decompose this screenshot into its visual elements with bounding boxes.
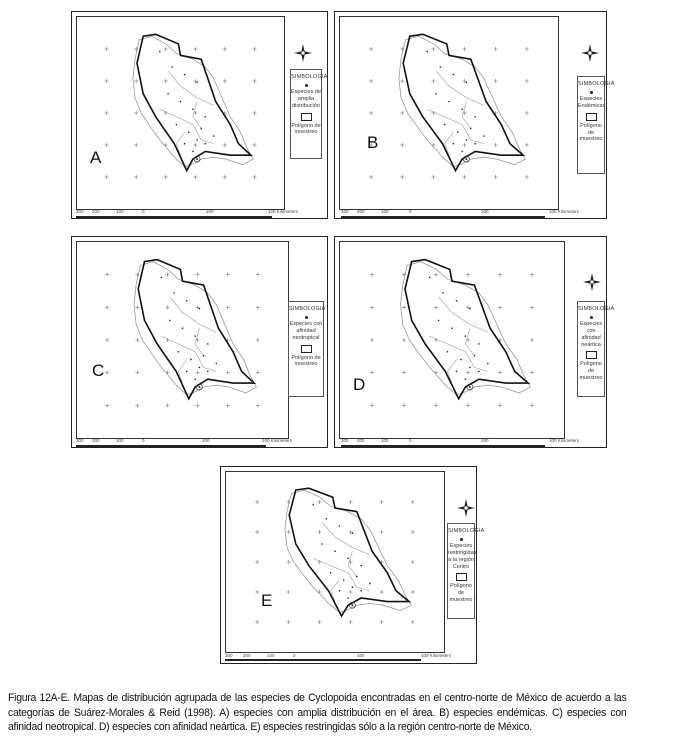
axis-label-2: 100	[381, 209, 389, 214]
polygon-symbol-icon	[456, 573, 467, 581]
map-panel-d	[334, 236, 615, 448]
map-area	[76, 16, 285, 210]
map-area	[76, 241, 289, 439]
axis-label-right: 100 Kilometers	[268, 209, 299, 214]
map-panel-a	[71, 11, 328, 219]
legend-box	[288, 301, 324, 397]
polygon-symbol-icon	[586, 351, 597, 359]
species-point-icon	[460, 538, 463, 541]
axis-label-3: 0	[293, 653, 296, 658]
axis-label-2: 100	[116, 438, 124, 443]
axis-label-left: 300	[341, 438, 349, 443]
axis-label-3: 0	[409, 209, 412, 214]
legend-polygon-label: Polígono de muestreo	[449, 583, 473, 604]
map-graphic	[77, 17, 284, 209]
axis-label-3: 0	[409, 438, 412, 443]
species-point-icon	[590, 316, 593, 319]
axis-label-2: 100	[267, 653, 275, 658]
panel-letter: C	[92, 361, 105, 380]
axis-label-right: 100 Kilometers	[262, 438, 293, 443]
scale-bar	[76, 445, 266, 447]
axis-label-1: 200	[357, 438, 365, 443]
map-panel-b	[334, 11, 615, 219]
polygon-symbol-icon	[301, 113, 312, 121]
legend-polygon-label: Polígono de muestreo	[291, 122, 321, 136]
panel-letter: E	[261, 591, 273, 610]
legend-title: SIMBOLOGIA	[578, 306, 615, 312]
legend-box	[290, 69, 328, 159]
map-graphic	[340, 242, 564, 438]
axis-label-right: 100 Kilometers	[549, 209, 580, 214]
axis-label-left: 300	[225, 653, 233, 658]
legend-polygon-label: Polígono de muestreo	[579, 122, 603, 143]
axis-label-left: 300	[76, 209, 84, 214]
scale-bar	[341, 216, 545, 218]
map-graphic	[340, 17, 558, 209]
scale-bar	[76, 216, 272, 218]
legend-polygon-label: Polígono de muestreo	[579, 361, 603, 382]
legend-box	[577, 301, 615, 397]
panel-letter: A	[90, 148, 102, 167]
legend-species-label: Especies de amplia distribución	[291, 88, 321, 109]
legend-polygon-label: Polígono de muestreo	[291, 354, 321, 368]
axis-label-4: 100	[206, 209, 214, 214]
axis-label-left: 300	[76, 438, 84, 443]
map-area	[339, 16, 559, 210]
species-point-icon	[305, 84, 308, 87]
axis-label-4: 100	[481, 438, 489, 443]
polygon-symbol-icon	[301, 345, 312, 353]
axis-label-2: 100	[381, 438, 389, 443]
legend-title: SIMBOLOGIA	[289, 306, 326, 312]
axis-label-4: 100	[481, 209, 489, 214]
axis-label-4: 100	[202, 438, 210, 443]
legend-title: SIMBOLOGIA	[578, 81, 615, 87]
axis-label-1: 200	[357, 209, 365, 214]
north-arrow-icon	[583, 273, 601, 291]
axis-label-1: 200	[92, 209, 100, 214]
axis-label-3: 0	[142, 438, 145, 443]
species-point-icon	[305, 316, 308, 319]
map-graphic	[77, 242, 288, 438]
legend-box	[447, 523, 485, 619]
north-arrow-icon	[581, 44, 599, 62]
legend-title: SIMBOLOGIA	[291, 74, 328, 80]
legend-title: SIMBOLOGIA	[448, 528, 485, 534]
species-point-icon	[590, 91, 593, 94]
panel-letter: D	[353, 375, 366, 394]
axis-label-left: 300	[341, 209, 349, 214]
scale-bar	[225, 659, 421, 661]
legend-species-label: Especies con afinidad neotropical	[289, 320, 323, 341]
north-arrow-icon	[294, 44, 312, 62]
axis-label-1: 200	[92, 438, 100, 443]
scale-bar	[341, 445, 545, 447]
map-graphic	[226, 472, 444, 652]
axis-label-1: 200	[243, 653, 251, 658]
map-area	[339, 241, 565, 439]
axis-label-2: 100	[116, 209, 124, 214]
axis-label-4: 100	[357, 653, 365, 658]
panel-letter: B	[367, 133, 379, 152]
legend-species-label: Especies Endémicas	[578, 95, 606, 109]
axis-label-right: 100 Kilometers	[549, 438, 580, 443]
map-panel-c	[71, 236, 328, 448]
axis-label-3: 0	[142, 209, 145, 214]
map-panel-e	[220, 466, 485, 664]
legend-species-label: Especies con afinidad neártica	[579, 320, 603, 348]
map-area	[225, 471, 445, 653]
north-arrow-icon	[457, 499, 475, 517]
polygon-symbol-icon	[586, 113, 597, 121]
legend-species-label: Especies restringidas a la región Centro	[448, 542, 477, 570]
legend-box	[577, 76, 615, 174]
figure-caption: Figura 12A-E. Mapas de distribución agrupada de las especies de Cyclopoida encontradas en el centro-norte de México de acuerdo a las categorías de Suárez-Morales & Reid (1998). A) especies con amplia distribución en el área. B) especies endémicas. C) especies con afinidad neotropical. D) especies con afinidad neártica. E) especies restringidas sólo a la región centro-norte de México.	[8, 692, 627, 734]
axis-label-right: 100 Kilometers	[421, 653, 452, 658]
